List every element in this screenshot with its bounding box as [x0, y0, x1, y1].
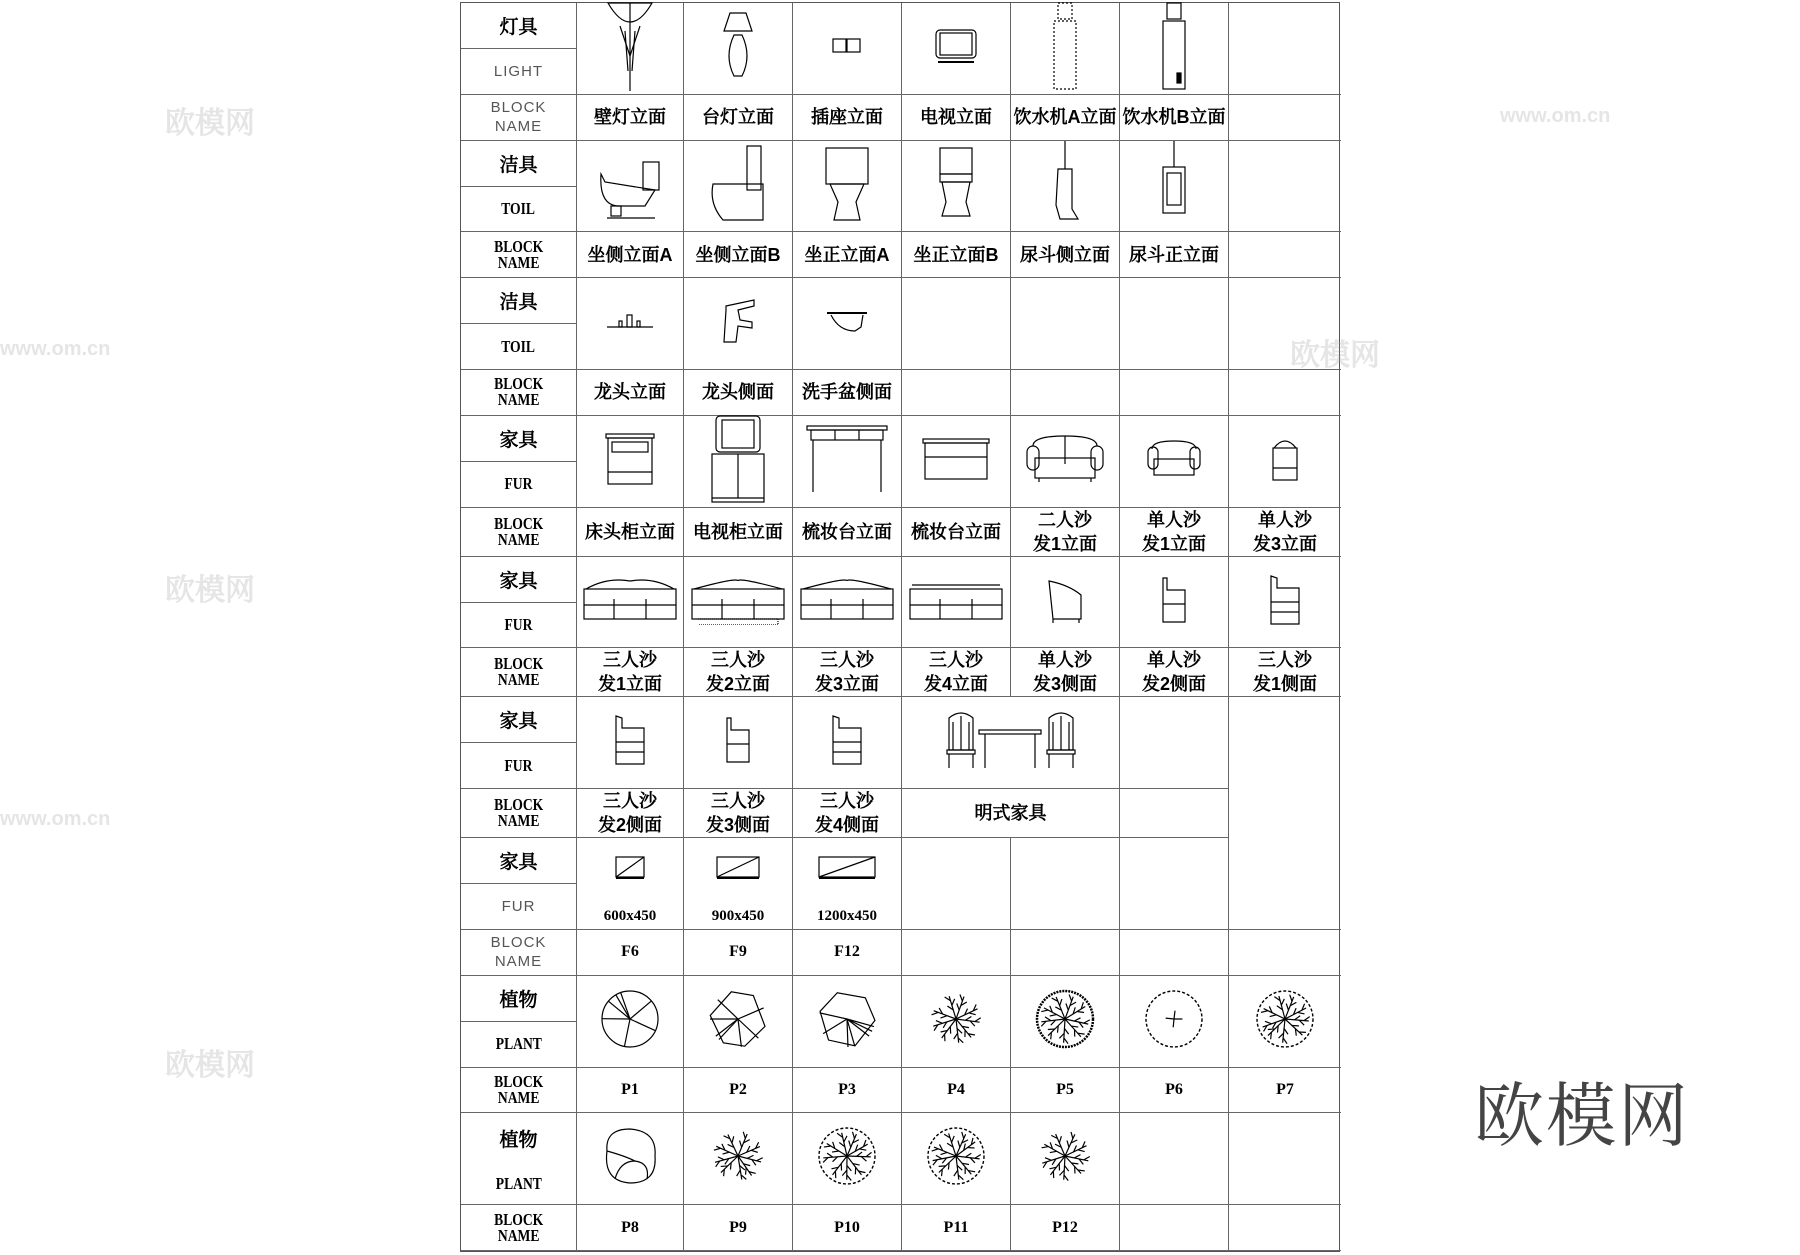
sofa-1-narrow-icon: [1270, 434, 1300, 489]
block-name-cell: [684, 789, 793, 838]
block-name: 二人沙 发1立面: [1032, 509, 1097, 554]
block-name: 电视立面: [920, 107, 992, 128]
water-dispenser-a-icon: [1052, 1, 1078, 96]
watermark-site: www.om.cn: [1500, 105, 1611, 127]
socket-icon: [832, 38, 862, 59]
block-name: 坐侧立面A: [587, 244, 673, 265]
cad-block-plant-12[interactable]: [1011, 1113, 1120, 1205]
block-name: 明式家具: [974, 803, 1047, 824]
cad-block-urinal-side[interactable]: [1011, 141, 1120, 233]
block-name-cell: [684, 930, 793, 976]
chair-side-c-icon: [827, 714, 867, 771]
block-name-cell: [684, 370, 793, 416]
block-name: F6: [621, 943, 639, 961]
block-name-label: BLOCK NAME: [493, 374, 544, 410]
block-name: 单人沙 发3立面: [1252, 509, 1317, 554]
block-name-cell: [1120, 232, 1229, 278]
cad-block-plant-10[interactable]: [793, 1113, 902, 1205]
watermark-logo: 欧模网: [165, 1049, 255, 1082]
block-name: 三人沙 发3侧面: [705, 791, 770, 836]
plant-1-icon: [595, 984, 665, 1059]
block-name: 龙头侧面: [702, 382, 774, 403]
block-name: 电视柜立面: [693, 521, 783, 542]
category-label-cell: [461, 324, 577, 370]
cad-block-plant-9[interactable]: [684, 1113, 793, 1205]
block-name: 三人沙 发2立面: [705, 650, 770, 695]
plant-7-icon: [1250, 984, 1320, 1059]
urinal-front-icon: [1159, 139, 1189, 234]
category-label-cell: [461, 462, 577, 508]
block-name: 三人沙 发4侧面: [814, 791, 879, 836]
block-name: P6: [1165, 1080, 1183, 1098]
category-label-cell: [461, 1113, 577, 1205]
block-name: 饮水机A立面: [1013, 107, 1117, 128]
empty-cell: [902, 278, 1011, 370]
cad-block-plant-3[interactable]: [793, 976, 902, 1068]
block-name-cell: [684, 508, 793, 557]
block-name: P3: [838, 1080, 856, 1098]
chair-side-c-icon: [610, 714, 650, 771]
category-label-cn: 家具: [499, 711, 538, 733]
cad-block-faucet-side[interactable]: [684, 278, 793, 370]
block-name-label: BLOCK NAME: [490, 934, 547, 971]
block-name: P4: [947, 1080, 965, 1098]
cad-block-toilet-side-a[interactable]: [577, 141, 684, 233]
chair-side-a-icon: [1045, 575, 1085, 630]
block-name-cell: [1011, 1068, 1120, 1114]
cad-block-dressing-table-b[interactable]: [902, 416, 1011, 508]
block-name: 坐侧立面B: [695, 244, 781, 265]
block-name-cell: [577, 930, 684, 976]
empty-cell: [1011, 370, 1120, 416]
block-size-label: 600x450: [603, 907, 657, 924]
cad-block-chair-side-c[interactable]: [793, 697, 902, 789]
empty-cell: [1120, 370, 1229, 416]
block-name-cell: [577, 370, 684, 416]
chair-side-b-icon: [721, 714, 755, 771]
block-name-cell: [793, 930, 902, 976]
cad-block-toilet-front-a[interactable]: [793, 141, 902, 233]
block-name-label: BLOCK NAME: [493, 795, 544, 831]
cad-block-plant-4[interactable]: [902, 976, 1011, 1068]
sofa-3-b-icon: [690, 575, 786, 630]
category-label-cell: [461, 603, 577, 649]
faucet-front-icon: [605, 311, 655, 336]
block-name-cell: [1229, 648, 1341, 697]
block-name-cell: [1120, 95, 1229, 141]
empty-cell: [1229, 95, 1341, 141]
block-name-label: BLOCK NAME: [493, 236, 544, 272]
plant-8-icon: [595, 1121, 665, 1196]
cad-block-chair-side-b[interactable]: [1120, 557, 1229, 649]
block-name: P11: [943, 1218, 969, 1236]
empty-cell: [1229, 1113, 1341, 1205]
block-name: 饮水机B立面: [1122, 107, 1226, 128]
dressing-table-b-icon: [921, 437, 991, 486]
empty-cell: [902, 370, 1011, 416]
cad-block-socket[interactable]: [793, 3, 902, 95]
empty-cell: [1229, 141, 1341, 233]
empty-cell: [1120, 838, 1229, 930]
urinal-side-icon: [1050, 139, 1080, 234]
block-name-cell: [577, 1205, 684, 1251]
block-name-cell: [902, 1205, 1011, 1251]
empty-cell: [1229, 370, 1341, 416]
block-name-cell: [793, 789, 902, 838]
plant-11-icon: [921, 1121, 991, 1196]
empty-cell: [1229, 838, 1341, 930]
watermark-logo-large: 欧模网: [1474, 1077, 1690, 1155]
cad-block-sofa-3-a[interactable]: [577, 557, 684, 649]
cad-block-plant-1[interactable]: [577, 976, 684, 1068]
block-name-cell: [577, 232, 684, 278]
empty-cell: [1011, 838, 1120, 930]
cad-block-basin-side[interactable]: [793, 278, 902, 370]
wall-lamp-icon: [600, 1, 660, 96]
block-name: 尿斗正立面: [1129, 244, 1219, 265]
block-name-label-cell: [461, 648, 577, 697]
toilet-side-b-icon: [703, 144, 773, 229]
basin-side-icon: [825, 309, 869, 338]
block-name: 插座立面: [811, 107, 883, 128]
block-name-label-cell: [461, 370, 577, 416]
cad-block-sofa-3-c[interactable]: [793, 557, 902, 649]
cad-block-sofa-3-b[interactable]: [684, 557, 793, 649]
rect-900-icon: [716, 856, 760, 885]
block-name-cell: [902, 508, 1011, 557]
block-name: P5: [1056, 1080, 1074, 1098]
category-label-en: FUR: [504, 614, 533, 634]
block-name-label: BLOCK NAME: [493, 513, 544, 549]
cad-block-toilet-front-b[interactable]: [902, 141, 1011, 233]
block-name: P9: [729, 1218, 747, 1236]
cad-block-tv-cabinet[interactable]: [684, 416, 793, 508]
category-label-cell: [461, 743, 577, 789]
plant-9-icon: [703, 1121, 773, 1196]
block-name-cell: [684, 1205, 793, 1251]
empty-cell: [1120, 930, 1229, 976]
block-name-cell: [902, 95, 1011, 141]
empty-cell: [1120, 278, 1229, 370]
block-name-cell: [902, 789, 1120, 838]
category-label-cn: 植物: [499, 989, 538, 1011]
block-name: 三人沙 发3立面: [814, 650, 879, 695]
block-name-cell: [684, 95, 793, 141]
cad-block-sofa-1-narrow[interactable]: [1229, 416, 1341, 508]
table-lamp-icon: [718, 11, 758, 86]
block-name: P12: [1052, 1218, 1078, 1236]
block-name: 洗手盆侧面: [802, 382, 892, 403]
cad-block-water-dispenser-a[interactable]: [1011, 3, 1120, 95]
block-name: 坐正立面A: [804, 244, 890, 265]
block-name-cell: [793, 370, 902, 416]
block-name: 龙头立面: [594, 382, 666, 403]
plant-12-icon: [1030, 1121, 1100, 1196]
block-name-cell: [1229, 508, 1341, 557]
block-name: 壁灯立面: [594, 107, 666, 128]
watermark-logo: 欧模网: [165, 107, 255, 140]
empty-cell: [1229, 3, 1341, 95]
category-label-cell: [461, 278, 577, 324]
cad-block-rect-600[interactable]: [577, 838, 684, 930]
category-label-cell: [461, 187, 577, 233]
category-label-cell: [461, 557, 577, 603]
block-name: P7: [1276, 1080, 1294, 1098]
block-name: P1: [621, 1080, 639, 1098]
nightstand-icon: [604, 432, 656, 491]
category-label-cell: [461, 838, 577, 884]
category-label-en: TOIL: [501, 336, 536, 356]
toilet-front-b-icon: [936, 144, 976, 229]
chair-side-b-icon: [1157, 574, 1191, 631]
category-label-cn: 洁具: [499, 154, 538, 176]
block-name-cell: [577, 1068, 684, 1114]
block-name-cell: [1120, 648, 1229, 697]
block-name-cell: [902, 232, 1011, 278]
block-name-cell: [902, 1068, 1011, 1114]
water-dispenser-b-icon: [1161, 1, 1187, 96]
block-name-cell: [1011, 508, 1120, 557]
sofa-3-a-icon: [582, 575, 678, 630]
plant-5-icon: [1030, 984, 1100, 1059]
block-name-label-cell: [461, 508, 577, 557]
plant-10-icon: [812, 1121, 882, 1196]
block-name-cell: [1120, 1068, 1229, 1114]
block-name: 尿斗侧立面: [1020, 244, 1110, 265]
block-name: 三人沙 发4立面: [923, 650, 988, 695]
sofa-2-icon: [1025, 434, 1105, 489]
category-label-cell: [461, 976, 577, 1022]
block-name-cell: [577, 508, 684, 557]
block-name: 床头柜立面: [585, 521, 675, 542]
block-name: P2: [729, 1080, 747, 1098]
empty-cell: [1229, 278, 1341, 370]
category-label-cn: 家具: [499, 429, 538, 451]
cad-block-dressing-table-a[interactable]: [793, 416, 902, 508]
block-name-cell: [1011, 648, 1120, 697]
block-name: 三人沙 发2侧面: [597, 791, 662, 836]
plant-6-icon: [1139, 984, 1209, 1059]
rect-600-icon: [615, 856, 645, 885]
block-name: 三人沙 发1立面: [597, 650, 662, 695]
cad-block-sofa-1[interactable]: [1120, 416, 1229, 508]
block-name: F12: [834, 943, 860, 961]
cad-block-ming-furniture[interactable]: [902, 697, 1120, 789]
category-label-cell: [461, 141, 577, 187]
category-label-en: FUR: [504, 755, 533, 775]
rect-1200-icon: [818, 856, 876, 885]
block-name-cell: [793, 1205, 902, 1251]
block-name-cell: [1229, 1068, 1341, 1114]
block-name-label-cell: [461, 1068, 577, 1114]
cad-block-plant-6[interactable]: [1120, 976, 1229, 1068]
block-name-cell: [684, 648, 793, 697]
empty-cell: [1120, 789, 1229, 838]
cad-block-sofa-2[interactable]: [1011, 416, 1120, 508]
cad-block-sofa-3-d[interactable]: [902, 557, 1011, 649]
block-name-label: BLOCK NAME: [493, 654, 544, 690]
faucet-side-icon: [718, 296, 758, 351]
cad-block-chair-side-c[interactable]: [1229, 557, 1341, 649]
empty-cell: [1229, 232, 1341, 278]
category-label-cell: [461, 3, 577, 49]
block-name: 单人沙 发2侧面: [1141, 650, 1206, 695]
cad-block-chair-side-c[interactable]: [577, 697, 684, 789]
cad-block-faucet-front[interactable]: [577, 278, 684, 370]
category-label-cell: [461, 697, 577, 743]
cad-block-rect-900[interactable]: [684, 838, 793, 930]
empty-cell: [1011, 930, 1120, 976]
watermark-site: www.om.cn: [0, 338, 111, 360]
block-name-cell: [793, 1068, 902, 1114]
cad-block-urinal-front[interactable]: [1120, 141, 1229, 233]
block-name: 台灯立面: [702, 107, 774, 128]
block-name-cell: [577, 95, 684, 141]
empty-cell: [1120, 1113, 1229, 1205]
tv-cabinet-icon: [710, 414, 766, 509]
block-name-label: BLOCK NAME: [493, 1071, 544, 1107]
category-label-cn: 洁具: [499, 292, 538, 314]
cad-block-plant-5[interactable]: [1011, 976, 1120, 1068]
sofa-3-c-icon: [799, 575, 895, 630]
block-name-label-cell: [461, 95, 577, 141]
empty-cell: [902, 838, 1011, 930]
category-label-en: LIGHT: [493, 62, 544, 80]
block-size-label: 1200x450: [817, 907, 877, 924]
ming-furniture-icon: [941, 710, 1081, 775]
block-name: 三人沙 发1侧面: [1252, 650, 1317, 695]
block-name: 梳妆台立面: [802, 521, 892, 542]
block-name-cell: [577, 648, 684, 697]
block-name-cell: [1011, 95, 1120, 141]
block-name-cell: [684, 232, 793, 278]
block-name-cell: [1011, 232, 1120, 278]
block-name-cell: [793, 95, 902, 141]
category-label-cell: [461, 884, 577, 930]
category-label-en: FUR: [501, 897, 536, 915]
cad-block-plant-8[interactable]: [577, 1113, 684, 1205]
cad-block-chair-side-b[interactable]: [684, 697, 793, 789]
category-label-cell: [461, 49, 577, 95]
cad-block-water-dispenser-b[interactable]: [1120, 3, 1229, 95]
plant-4-icon: [921, 984, 991, 1059]
category-label-en: TOIL: [501, 198, 536, 218]
watermark-site: www.om.cn: [0, 808, 111, 830]
category-label-cn: 灯具: [499, 16, 538, 38]
block-name-label-cell: [461, 789, 577, 838]
cad-block-toilet-side-b[interactable]: [684, 141, 793, 233]
cad-block-tv[interactable]: [902, 3, 1011, 95]
block-name: 单人沙 发1立面: [1141, 509, 1206, 554]
cad-block-legend-table: [460, 2, 1340, 1252]
plant-2-icon: [703, 984, 773, 1059]
empty-cell: [1120, 1205, 1229, 1251]
tv-icon: [934, 28, 978, 69]
block-name-cell: [1120, 508, 1229, 557]
block-name-cell: [684, 1068, 793, 1114]
cad-block-table-lamp[interactable]: [684, 3, 793, 95]
block-name: 梳妆台立面: [911, 521, 1001, 542]
category-label-cn: 植物: [499, 1130, 538, 1152]
sofa-1-icon: [1146, 439, 1202, 484]
block-name-cell: [793, 648, 902, 697]
block-name: 单人沙 发3侧面: [1032, 650, 1097, 695]
block-name-label: BLOCK NAME: [493, 1209, 544, 1245]
toilet-front-a-icon: [822, 144, 872, 229]
block-name-label-cell: [461, 232, 577, 278]
dressing-table-a-icon: [805, 424, 889, 499]
block-name-label-cell: [461, 1205, 577, 1251]
cad-block-wall-lamp[interactable]: [577, 3, 684, 95]
cad-block-plant-7[interactable]: [1229, 976, 1341, 1068]
plant-3-icon: [812, 984, 882, 1059]
category-label-en: FUR: [504, 474, 533, 494]
block-name-cell: [1011, 1205, 1120, 1251]
block-name: 坐正立面B: [913, 244, 999, 265]
block-name: P10: [834, 1218, 860, 1236]
empty-cell: [1229, 1205, 1341, 1251]
block-name-cell: [577, 789, 684, 838]
category-label-en: PLANT: [495, 1174, 542, 1194]
cad-block-chair-side-a[interactable]: [1011, 557, 1120, 649]
empty-cell: [1011, 278, 1120, 370]
block-name-cell: [793, 508, 902, 557]
watermark-logo: 欧模网: [1290, 339, 1380, 372]
toilet-side-a-icon: [595, 144, 665, 229]
category-label-cell: [461, 1022, 577, 1068]
block-name-label: BLOCK NAME: [490, 99, 547, 136]
category-label-en: PLANT: [495, 1034, 542, 1054]
watermark-logo: 欧模网: [165, 574, 255, 607]
cad-block-nightstand[interactable]: [577, 416, 684, 508]
chair-side-c-icon: [1265, 574, 1305, 631]
empty-cell: [902, 930, 1011, 976]
cad-block-rect-1200[interactable]: [793, 838, 902, 930]
block-name-cell: [793, 232, 902, 278]
block-size-label: 900x450: [711, 907, 765, 924]
sofa-3-d-icon: [908, 575, 1004, 630]
empty-cell: [1229, 930, 1341, 976]
cad-block-plant-2[interactable]: [684, 976, 793, 1068]
block-name-cell: [902, 648, 1011, 697]
category-label-cn: 家具: [499, 852, 538, 874]
block-name-label-cell: [461, 930, 577, 976]
block-name: F9: [729, 943, 747, 961]
empty-cell: [1120, 697, 1229, 789]
category-label-cn: 家具: [499, 570, 538, 592]
cad-block-plant-11[interactable]: [902, 1113, 1011, 1205]
category-label-cell: [461, 416, 577, 462]
block-name: P8: [621, 1218, 639, 1236]
